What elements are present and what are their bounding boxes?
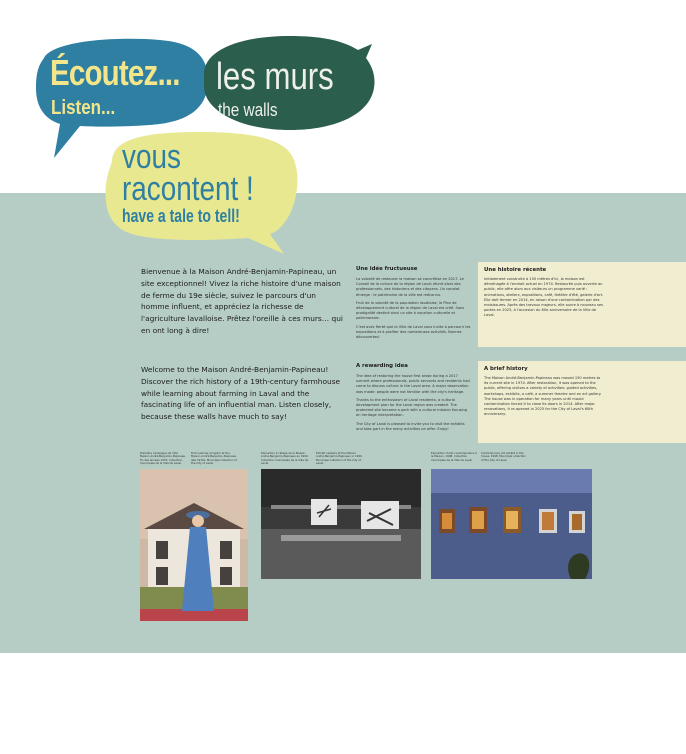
photo-caption: Exhibit upstairs at the Maison André-Benjamin-Papineau in 1990. Municipal collection of the City of Laval. bbox=[316, 451, 363, 466]
intro-french: Bienvenue à la Maison André-Benjamin-Papineau, un site exceptionnel! Vivez la riche histoire d'une maison de ferme du 19e siècle, suivez le parcours d'un homme influent, et appréciez la richesse de l'agriculture lavalloise. Prêtez l'oreille à ces murs… qui en ont long à dire! bbox=[141, 267, 343, 335]
bubble2-french: les murs bbox=[216, 56, 334, 98]
photo-caption: Exposition d'arts contemporains à la Maison, 1998. Collection municipale de la Ville de Laval. bbox=[431, 451, 477, 462]
history-box-french bbox=[478, 262, 686, 347]
bubble1-french: Écoutez... bbox=[50, 52, 180, 93]
idea-paragraph: The City of Laval is pleased to invite you to visit the exhibits and take part in the many activities on offer. Enjoy! bbox=[356, 421, 465, 431]
idea-paragraph: Thanks to the enthusiasm of Laval residents, a cultural development plan for the Laval region was created. The protected site became a park with a cultural mission focusing on heritage interpretation. bbox=[356, 397, 468, 418]
photo-caption: First summer program at the Maison André-Benjamin-Papineau, late 1970s. Municipal collection of the City of Laval. bbox=[191, 451, 237, 466]
idea-paragraph: La volonté de restaurer la maison se concrétise en 2017. Le Conseil de la culture de la région de Laval réunit alors des professionnels, des historiens et des citoyens. Un constat émerge : le patrimoine de la ville est méconnu. bbox=[356, 277, 464, 297]
history-title-french: Une histoire récente bbox=[484, 267, 547, 273]
speech-bubbles bbox=[0, 0, 686, 260]
bubble3-french-line2: racontent ! bbox=[122, 170, 254, 208]
idea-title-french: Une idée fructueuse bbox=[356, 266, 418, 272]
bubble3-french-line1: vous bbox=[122, 138, 181, 176]
photo-exhibit-upstairs bbox=[261, 469, 421, 579]
photo-caption: Première campagne de l'été Maison André-Benjamin-Papineau, fin des années 1970. Collection municipale de la Ville de Laval. bbox=[140, 451, 186, 466]
idea-title-english: A rewarding idea bbox=[356, 363, 408, 369]
photo-caption: Exposition à l'étage de la Maison André-Benjamin-Papineau en 1990. Collection municipale de la Ville de Laval. bbox=[261, 451, 309, 466]
photo-woman-in-front-of-house bbox=[140, 469, 248, 621]
history-box-english bbox=[478, 361, 686, 443]
idea-paragraph: The idea of restoring the house first arose during a 2017 summit where professionals, public servants and residents had come to discuss culture in the Laval area. A major observation was made: people were not familiar with the city's heritage. bbox=[356, 374, 470, 394]
idea-column-english bbox=[356, 363, 471, 435]
photo-caption: Contemporary art exhibit in the house, 1998. Municipal collection of the City of Laval. bbox=[481, 451, 526, 462]
history-title-english: A brief history bbox=[484, 366, 528, 372]
intro-english: Welcome to the Maison André-Benjamin-Papineau! Discover the rich history of a 19th-century farmhouse while learning about farming in Laval and the fascinating life of an influential man. Listen closely, because these walls have much to say! bbox=[141, 365, 341, 422]
idea-paragraph: C'est avec fierté que la Ville de Laval vous invite à parcourir les expositions et à profiter des nombreuses activités. Bonnes découvertes! bbox=[356, 324, 471, 340]
bubble2-english: the walls bbox=[218, 100, 278, 120]
history-text-french: Initialement construite à 150 mètres d'ici, la maison est déménagée à l'endroit actuel en 1974. Restaurée puis ouverte au public, elle offre alors aux visiteurs un programme varié : animations, ateliers, expositions, café, théâtre d'été, galerie d'art. Elle doit fermer en 2014, en raison d'une contamination par des moisissures. Après des travaux majeurs, elle ouvre à nouveau ses portes en 2025, à l'occasion du 60e anniversaire de la Ville de Laval. bbox=[484, 277, 604, 318]
photo-art-exhibit bbox=[431, 469, 592, 579]
history-text-english: The Maison André-Benjamin-Papineau was moved 150 metres to its current site in 1974. After restoration, it was opened to the public, offering visitors a variety of activities: guided activities, workshops, exhibits, a café, a summer theatre and an art gallery. The house was in operation for many years until mould contamination forced it to close its doors in 2014. After major renovations, it re-opened in 2025 for the City of Laval's 60th anniversary. bbox=[484, 376, 602, 417]
idea-column-french bbox=[356, 266, 471, 343]
bubble1-english: Listen... bbox=[51, 97, 116, 119]
bubble3-english: have a tale to tell! bbox=[122, 206, 240, 226]
idea-paragraph: Fruit de la volonté de la population lavalloise, le Plan de développement culturel de la région de Laval est créé. Sans prodigalité destiné ainsi un site à vocation culturelle et patrimoniale. bbox=[356, 300, 465, 321]
